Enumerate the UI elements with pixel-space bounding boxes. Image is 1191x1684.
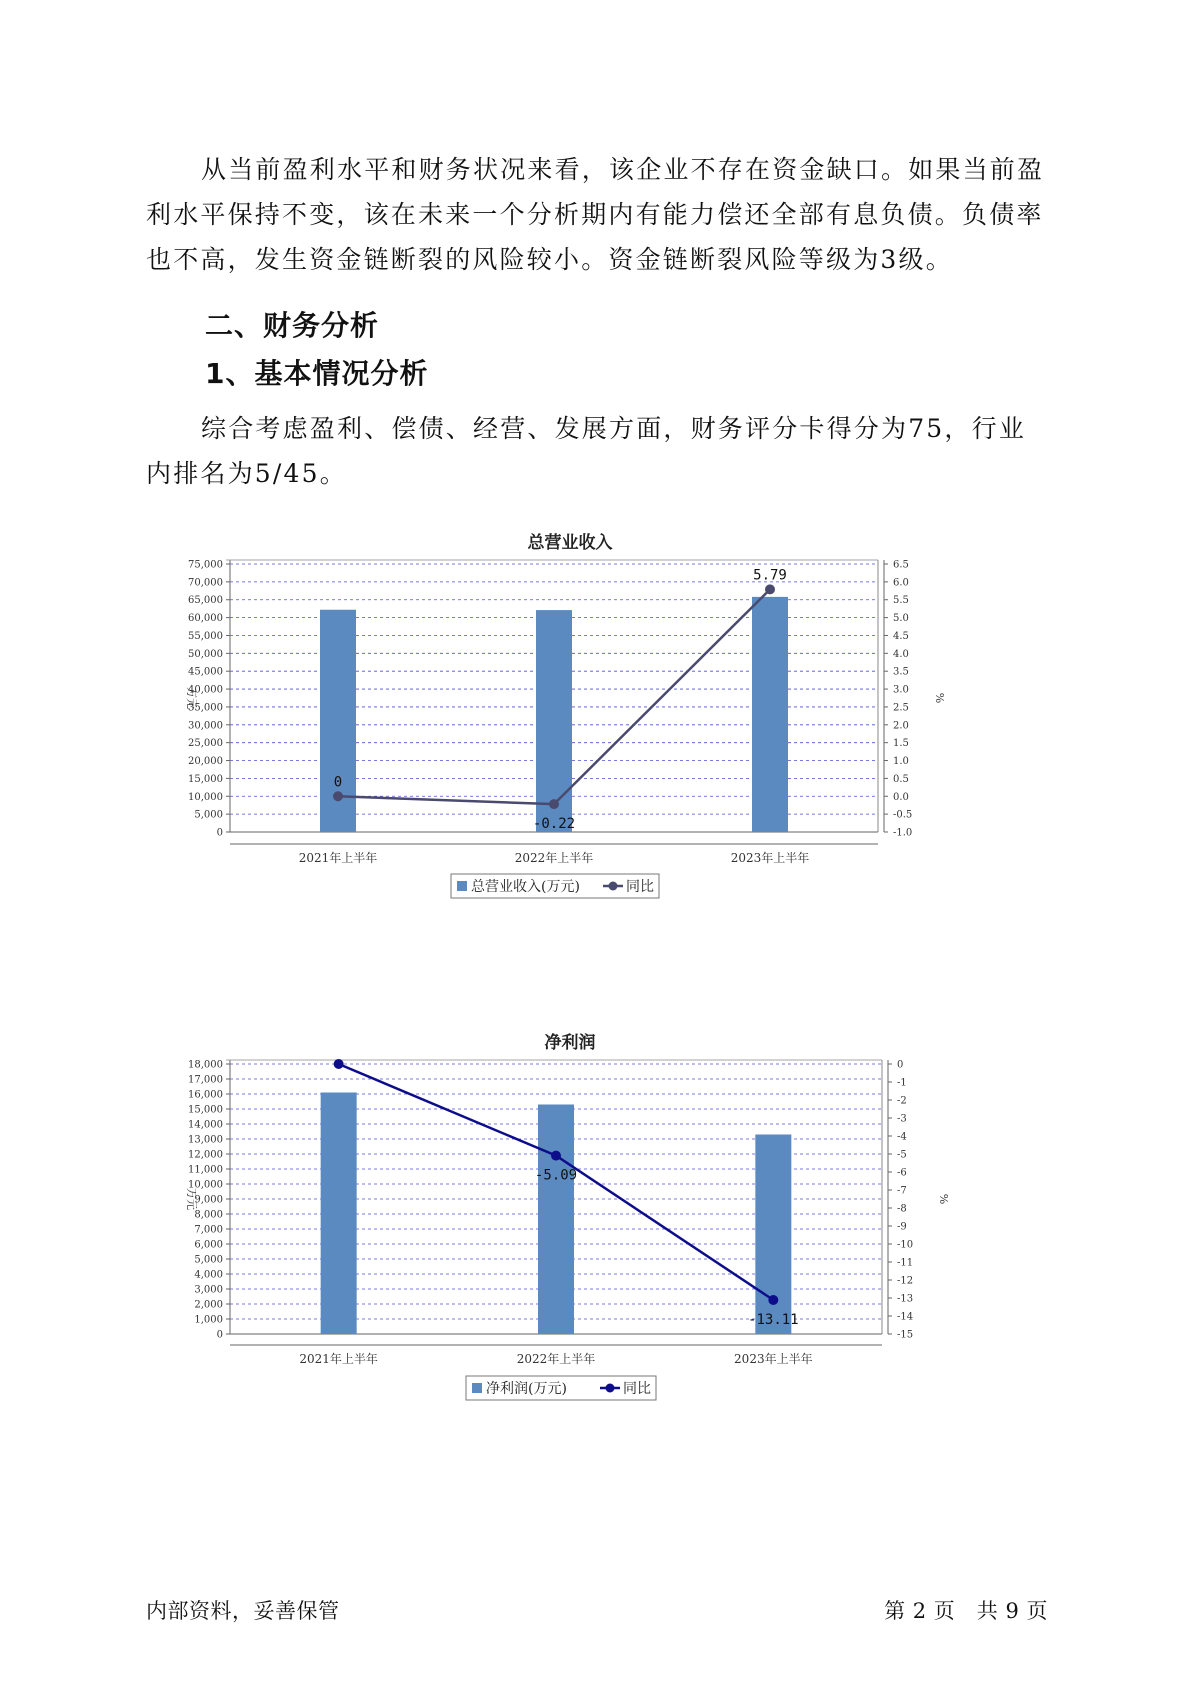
data-label: 0 <box>333 774 343 791</box>
line-point <box>551 1151 561 1161</box>
y-right-tick-label: -12 <box>897 1275 914 1287</box>
line-point <box>765 584 775 594</box>
y-tick-label: 0 <box>216 1329 223 1341</box>
y-axis-title: 万元 <box>185 1188 198 1210</box>
y-right-tick-label: -6 <box>897 1167 907 1179</box>
y-right-tick-label: 2.5 <box>893 702 909 714</box>
y-right-tick-label: -4 <box>897 1131 907 1143</box>
y-right-tick-label: 5.5 <box>893 595 909 607</box>
bar <box>752 597 788 832</box>
y-tick-label: 17,000 <box>188 1074 223 1086</box>
y-tick-label: 60,000 <box>188 613 223 625</box>
x-tick-label: 2022年上半年 <box>516 1352 596 1366</box>
chart-net-profit-svg <box>170 1020 970 1490</box>
line-point <box>333 791 343 801</box>
y-right-tick-label: 4.0 <box>893 648 909 660</box>
y-right-axis-title: % <box>937 1193 950 1205</box>
y-tick-label: 7,000 <box>194 1224 223 1236</box>
chart-revenue <box>170 520 970 980</box>
y-axis-title: 万元 <box>185 687 198 709</box>
y-tick-label: 4,000 <box>194 1269 223 1281</box>
y-tick-label: 0 <box>216 827 223 839</box>
y-tick-label: 9,000 <box>194 1194 223 1206</box>
y-right-tick-label: 3.0 <box>893 684 909 696</box>
footer-page-number: 第 2 页 共 9 页 <box>884 1599 1048 1623</box>
x-tick-label: 2023年上半年 <box>734 1352 813 1366</box>
y-tick-label: 70,000 <box>188 577 223 589</box>
y-tick-label: 75,000 <box>188 559 223 571</box>
y-tick-label: 18,000 <box>188 1059 223 1071</box>
footer-confidential: 内部资料，妥善保管 <box>146 1599 340 1623</box>
y-tick-label: 6,000 <box>194 1239 223 1251</box>
bar <box>538 1105 574 1335</box>
y-right-tick-label: 4.5 <box>893 630 909 642</box>
legend-line-label: 同比 <box>626 879 654 895</box>
y-tick-label: 55,000 <box>188 630 223 642</box>
y-tick-label: 12,000 <box>188 1149 223 1161</box>
y-right-tick-label: 0.5 <box>893 773 909 785</box>
paragraph-text: 从当前盈利水平和财务状况来看，该企业不存在资金缺口。如果当前盈利水平保持不变，该在未来一个分析期内有能力偿还全部有息负债。负债率也不高，发生资金链断裂的风险较小。资金链断裂风险等级为3级。 <box>146 155 1045 274</box>
legend-line-marker <box>606 1384 615 1393</box>
data-label: -5.09 <box>534 1167 578 1184</box>
legend-bar-swatch <box>457 881 467 891</box>
line-point <box>334 1059 344 1069</box>
y-tick-label: 10,000 <box>188 791 223 803</box>
y-tick-label: 5,000 <box>194 809 223 821</box>
y-right-tick-label: -10 <box>897 1239 914 1251</box>
paragraph-funding-gap <box>146 147 1046 282</box>
y-tick-label: 14,000 <box>188 1119 223 1131</box>
y-tick-label: 15,000 <box>188 1104 223 1116</box>
y-right-tick-label: 0 <box>897 1059 904 1071</box>
legend-bar-label: 净利润(万元) <box>486 1381 567 1397</box>
y-right-tick-label: 1.5 <box>893 738 909 750</box>
y-right-tick-label: -1 <box>897 1077 907 1089</box>
y-right-tick-label: -7 <box>897 1185 907 1197</box>
y-right-tick-label: -15 <box>897 1329 914 1341</box>
paragraph-text: 综合考虑盈利、偿债、经营、发展方面，财务评分卡得分为75，行业内排名为5/45。 <box>146 414 1027 488</box>
y-right-tick-label: 6.0 <box>893 577 909 589</box>
y-right-tick-label: -0.5 <box>893 809 913 821</box>
line-point <box>549 799 559 809</box>
legend-line-marker <box>609 882 618 891</box>
chart-title: 总营业收入 <box>527 533 613 553</box>
y-right-tick-label: 2.0 <box>893 720 909 732</box>
y-tick-label: 10,000 <box>188 1179 223 1191</box>
legend-bar-label: 总营业收入(万元) <box>471 879 580 895</box>
chart-title: 净利润 <box>544 1033 596 1053</box>
y-tick-label: 20,000 <box>188 756 223 768</box>
y-tick-label: 11,000 <box>188 1164 223 1176</box>
y-tick-label: 40,000 <box>188 684 223 696</box>
y-right-tick-label: -11 <box>897 1257 914 1269</box>
y-tick-label: 65,000 <box>188 595 223 607</box>
y-right-tick-label: 6.5 <box>893 559 909 571</box>
y-right-tick-label: -9 <box>897 1221 907 1233</box>
y-tick-label: 2,000 <box>194 1299 223 1311</box>
y-right-tick-label: -5 <box>897 1149 907 1161</box>
section-heading: 二、财务分析 <box>205 309 380 342</box>
y-tick-label: 15,000 <box>188 773 223 785</box>
y-right-tick-label: -3 <box>897 1113 907 1125</box>
bar <box>321 1093 357 1335</box>
y-tick-label: 13,000 <box>188 1134 223 1146</box>
y-tick-label: 8,000 <box>194 1209 223 1221</box>
y-right-tick-label: -2 <box>897 1095 907 1107</box>
data-label: 5.79 <box>753 567 787 584</box>
y-right-tick-label: -8 <box>897 1203 907 1215</box>
legend-line-label: 同比 <box>623 1381 651 1397</box>
subsection-heading: 1、基本情况分析 <box>205 357 429 390</box>
y-tick-label: 5,000 <box>194 1254 223 1266</box>
y-tick-label: 1,000 <box>194 1314 223 1326</box>
data-label: -0.22 <box>532 816 576 833</box>
y-right-tick-label: 3.5 <box>893 666 909 678</box>
y-tick-label: 45,000 <box>188 666 223 678</box>
y-tick-label: 25,000 <box>188 738 223 750</box>
x-tick-label: 2022年上半年 <box>514 851 594 865</box>
y-right-axis-title: % <box>933 692 946 704</box>
chart-revenue-svg <box>170 520 970 980</box>
x-tick-label: 2023年上半年 <box>730 851 810 865</box>
x-tick-label: 2021年上半年 <box>298 851 378 865</box>
y-tick-label: 50,000 <box>188 648 223 660</box>
y-right-tick-label: -14 <box>897 1311 914 1323</box>
chart-net-profit <box>170 1020 970 1490</box>
y-tick-label: 3,000 <box>194 1284 223 1296</box>
data-label: -13.11 <box>748 1311 799 1328</box>
y-tick-label: 30,000 <box>188 720 223 732</box>
y-right-tick-label: 0.0 <box>893 791 909 803</box>
y-right-tick-label: -1.0 <box>893 827 913 839</box>
y-tick-label: 16,000 <box>188 1089 223 1101</box>
line-point <box>768 1295 778 1305</box>
x-tick-label: 2021年上半年 <box>299 1352 378 1366</box>
y-tick-label: 35,000 <box>188 702 223 714</box>
bar <box>536 610 572 832</box>
legend-bar-swatch <box>472 1383 482 1393</box>
y-right-tick-label: 1.0 <box>893 756 909 768</box>
y-right-tick-label: 5.0 <box>893 613 909 625</box>
paragraph-score <box>146 406 1046 496</box>
y-right-tick-label: -13 <box>897 1293 914 1305</box>
